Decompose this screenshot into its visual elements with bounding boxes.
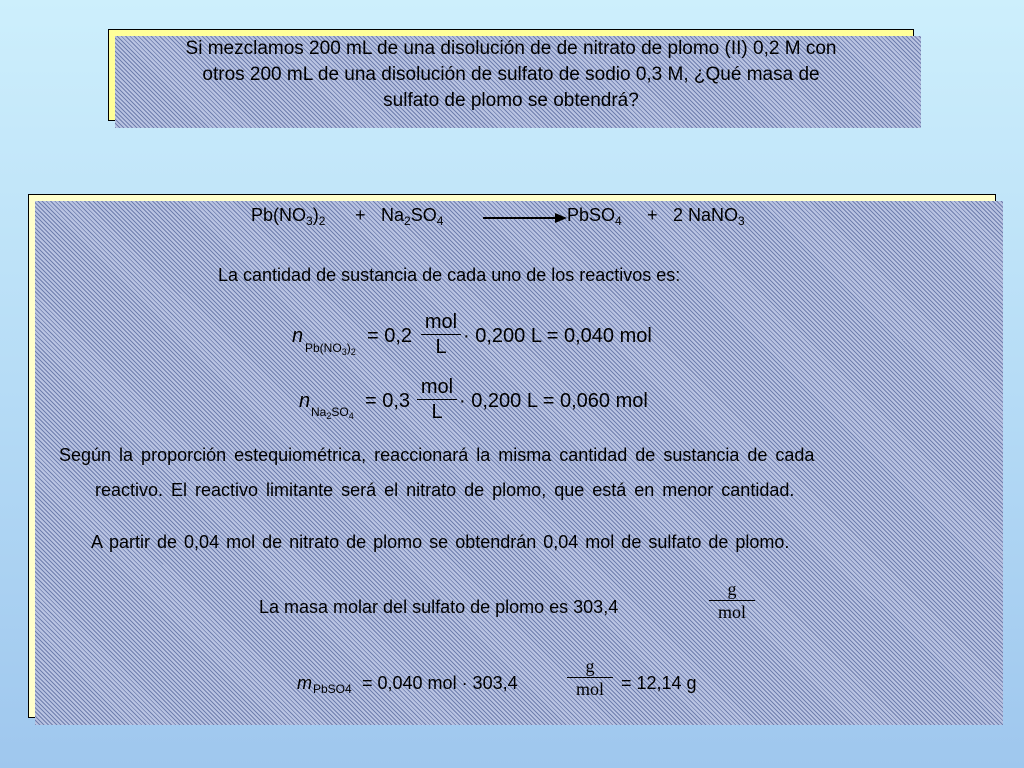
molar-mass-denominator: mol (717, 602, 746, 622)
eq1-denominator: L (435, 336, 447, 358)
reaction-arrow-line (483, 217, 557, 219)
question-line-1: Si mezclamos 200 mL de una disolución de de nitrato de plomo (II) 0,2 M con (185, 38, 837, 59)
question-text (186, 36, 837, 114)
eq2-fraction-bar (417, 399, 457, 400)
final-result: = 12,14 g (621, 673, 697, 693)
eq1-fraction (421, 311, 461, 358)
molar-mass-fraction-bar (709, 600, 755, 601)
eq1-fraction-bar (421, 334, 461, 335)
eq1-subscript: $Pb(NO_3)_2$ (305, 341, 356, 357)
eq2-denominator: L (431, 401, 443, 423)
paragraph-1-line-2: reactivo. El reactivo limitante será el nitrato de plomo, que está en menor cantidad. (95, 480, 795, 500)
final-fraction-bar (567, 677, 613, 678)
eq2-lhs: = 0,3 (365, 390, 411, 412)
final-variable: m (297, 673, 312, 693)
question-line-3: sulfato de plomo se obtendrá? (383, 90, 639, 111)
question-line-2: otros 200 mL de una disolución de sulfato de sodio 0,3 M, ¿Qué masa de (202, 64, 820, 85)
eq1-rhs: · 0,200 L = 0,040 mol (463, 325, 652, 347)
plus-sign-1: + (355, 205, 366, 225)
eq1-numerator: mol (424, 311, 458, 333)
eq2-rhs: · 0,200 L = 0,060 mol (459, 390, 648, 412)
plus-sign-2: + (647, 205, 658, 225)
product-lead-sulfate: PbSO$_4$ (567, 205, 622, 228)
product-sodium-nitrate: 2 NaNO$_3$ (673, 205, 745, 228)
intro-text: La cantidad de sustancia de cada uno de los reactivos es: (218, 265, 681, 285)
final-numerator: g (585, 656, 595, 676)
final-middle: = 0,040 mol · 303,4 (362, 673, 518, 693)
molar-mass-numerator: g (727, 579, 737, 599)
question-box (108, 29, 914, 121)
eq2-variable: n (299, 390, 311, 412)
eq2-numerator: mol (420, 376, 454, 398)
eq2-fraction (417, 376, 457, 423)
eq1-lhs: = 0,2 (367, 325, 413, 347)
final-subscript: PbSO4 (313, 682, 352, 696)
molar-mass-text: La masa molar del sulfato de plomo es 303,4 (259, 597, 619, 617)
eq2-subscript: $Na_2SO_4$ (311, 405, 354, 421)
paragraph-1-line-1: Según la proporción estequiométrica, reaccionará la misma cantidad de sustancia de cada (59, 445, 815, 465)
reactant-sodium-sulfate: $Na_2SO_4$ (381, 205, 444, 228)
final-denominator: mol (575, 679, 604, 699)
eq1-variable: n (292, 325, 304, 347)
reactant-lead-nitrate: $Pb(NO_3)_2$ (251, 205, 326, 228)
molar-mass-fraction (709, 579, 755, 622)
paragraph-2: A partir de 0,04 mol de nitrato de plomo se obtendrán 0,04 mol de sulfato de plomo. (91, 532, 790, 552)
solution-box (28, 194, 996, 718)
final-fraction (567, 656, 613, 699)
reaction-arrow-icon (555, 213, 567, 223)
